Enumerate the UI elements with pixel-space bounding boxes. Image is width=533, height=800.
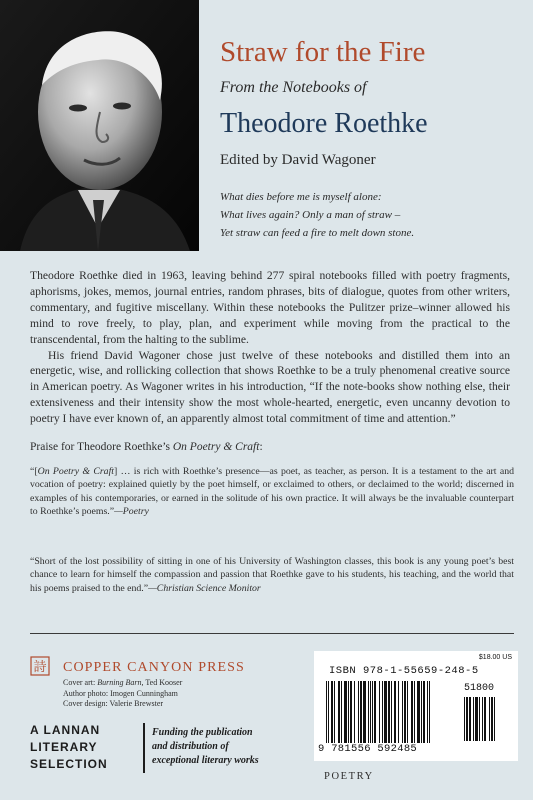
ean-number: 9 781556 592485 [318,743,418,755]
quote-source: —Christian Science Monitor [148,582,261,594]
epigraph-line: What lives again? Only a man of straw – [220,209,401,221]
credit-photo: Author photo: Imogen Cunningham [63,688,178,698]
author-name: Theodore Roethke [220,108,428,139]
praise-quote: “[On Poetry & Craft] … is rich with Roethke’s presence—as poet, as teacher, as person. It is a testament to the art and vocation of poetry: explained quietly by the poet himself, or exclaimed to others, or declaimed to the world; discerned in examples of his contemporaries, or earned in the solitude of his own practice. It will always be the invaluable counterpart to Roethke’s poems.”—Poetry [30,466,515,518]
lannan-divider [143,723,145,773]
publisher-name: COPPER CANYON PRESS [63,660,245,675]
barcode [314,651,518,761]
price-addon-code: 51800 [464,683,495,694]
publisher-logo-icon [30,656,50,676]
book-subtitle: From the Notebooks of [220,79,367,96]
price-label: $18.00 US [478,654,512,661]
quote-book-title: On Poetry & Craft [37,466,115,477]
epigraph [220,188,414,242]
credit-art: Cover art: Burning Barn, Ted Kooser [63,678,183,687]
quote-source: —Poetry [114,506,149,518]
epigraph-line: Yet straw can feed a fire to melt down stone. [220,227,415,239]
book-title: Straw for the Fire [220,36,426,68]
lannan-selection-logo: A LANNAN LITERARY SELECTION [30,723,108,771]
credit-design: Cover design: Valerie Brewster [63,699,164,708]
divider [30,633,514,634]
author-photo [0,0,199,251]
isbn-number: ISBN 978-1-55659-248-5 [329,665,479,677]
praise-quote: “Short of the lost possibility of sitting in one of his University of Washington classes, this book is any young poet’s best chance to learn for himself the compassion and passion that Roethke gave to his students, his teaching, and the world that his poems praised to the end.”—Christian Science Monitor [30,556,514,594]
cover-credits [63,678,182,710]
ean-barcode-bars [326,681,456,743]
author-portrait-image [0,0,199,251]
book-category: POETRY [324,771,374,782]
praise-heading: Praise for Theodore Roethke’s On Poetry & Craft: [30,441,263,453]
praise-heading-book: On Poetry & Craft [172,441,260,453]
editor-credit: Edited by David Wagoner [220,152,376,168]
svg-text:詩: 詩 [33,660,47,675]
lannan-funding-note: Funding the publication and distribution of exceptional literary works [152,727,259,766]
epigraph-line: What dies before me is myself alone: [220,191,382,203]
addon-barcode-bars [464,697,512,741]
description-paragraph: His friend David Wagoner chose just twelve of these notebooks and distilled them into an energetic, wise, and rollicking collection that shows Roethke to be a truly phenomenal creative source in American poetry. As Wagoner writes in his introduction, “If the note-books show nothing else, their extensiveness and their intensity show the most whole-hearted, energetic, even uncanny devotion to poetry I have ever known of, an apparently almost total commitment of time and attention.” [30,348,510,426]
description-paragraph: Theodore Roethke died in 1963, leaving behind 277 spiral notebooks filled with poetry fragments, aphorisms, jokes, memos, journal entries, random phrases, bits of dialogue, quotes from other writers, commentary, and fugitive miscellany. Within these notebooks the Pulitzer prize–winner allowed his mind to rove freely, to play, plan, and experiment while moving from the practical to the transcendental, from the halting to the sublime. [30,269,510,346]
book-description [30,268,510,427]
